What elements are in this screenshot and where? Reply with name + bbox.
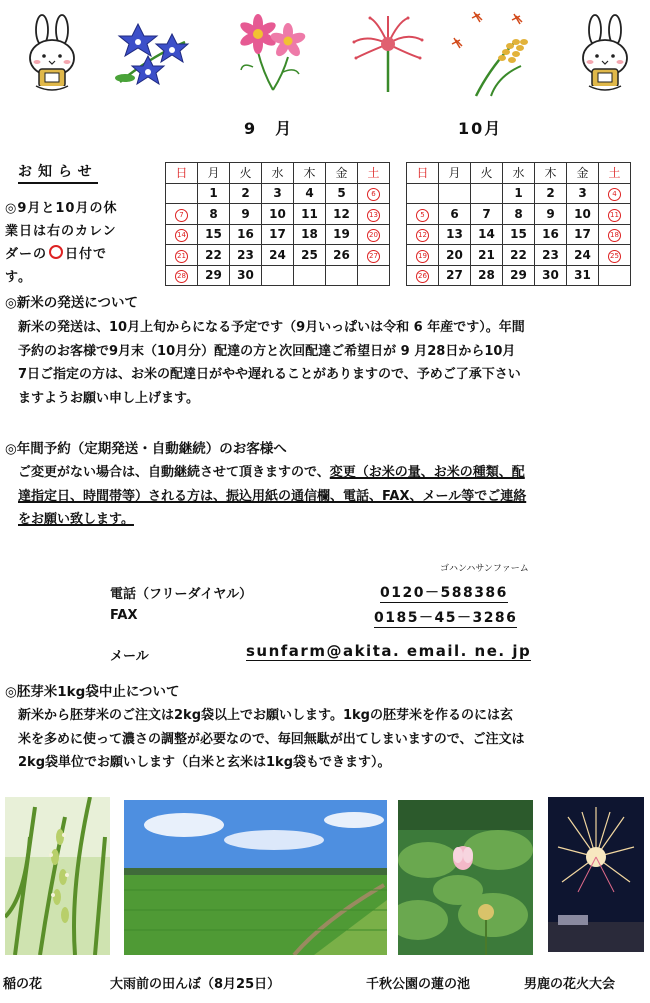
month-label-september: 9 月 <box>244 119 294 138</box>
caption-fireworks: 男鹿の花火大会 <box>524 977 616 992</box>
paragraph-line: 新米の発送は、10月上旬からになる予定です（9月いっぱいは令和 6 年産です）。年間 <box>18 320 525 335</box>
weekday-header: 木 <box>535 163 567 184</box>
date-cell: 17 <box>567 224 599 245</box>
date-cell: 3 <box>262 183 294 204</box>
mail-label: メール <box>110 649 149 664</box>
date-cell: 30 <box>535 265 567 286</box>
holiday-date-cell <box>166 204 198 225</box>
date-cell: 14 <box>471 224 503 245</box>
bellflower-icon <box>110 22 200 92</box>
date-cell <box>358 265 390 286</box>
date-cell: 8 <box>198 204 230 225</box>
section-heading-annual-reservation: ◎年間予約（定期発送・自動継続）のお客様へ <box>5 441 287 457</box>
paragraph-line: 新米から胚芽米のご注文は2kg袋以上でお願いします。1kgの胚芽米を作るのには玄 <box>18 708 513 723</box>
rice-flower-photo <box>5 797 110 955</box>
holiday-date-cell <box>166 245 198 266</box>
company-name: ゴハンハサンファーム <box>440 564 529 574</box>
holiday-date-cell <box>358 204 390 225</box>
fireworks-photo <box>548 797 644 952</box>
paragraph-line: 達指定日、時間帯等）される方は、振込用紙の通信欄、電話、FAX、メール等でご連絡 <box>18 488 527 504</box>
paragraph-line: ますようお願い申し上げます。 <box>18 390 199 406</box>
caption-lotus-pond: 千秋公園の蓮の池 <box>366 977 471 992</box>
holiday-marker: 13 <box>367 209 380 222</box>
date-cell: 1 <box>503 183 535 204</box>
holiday-date-cell <box>407 245 439 266</box>
fax-label: FAX <box>110 608 138 623</box>
holiday-date-cell <box>407 204 439 225</box>
section-heading-germ-rice: ◎胚芽米1kg袋中止について <box>5 684 180 700</box>
calendar-september <box>165 162 390 286</box>
date-cell: 10 <box>262 204 294 225</box>
weekday-header: 水 <box>503 163 535 184</box>
weekday-header: 火 <box>471 163 503 184</box>
date-cell: 27 <box>439 265 471 286</box>
weekday-header: 土 <box>599 163 631 184</box>
bunny-icon <box>575 14 635 94</box>
weekday-header: 土 <box>358 163 390 184</box>
caption-rice-field: 大雨前の田んぼ（8月25日） <box>110 977 281 992</box>
holiday-marker: 26 <box>416 270 429 283</box>
phone-number[interactable]: 0120－588386 <box>380 582 508 603</box>
calendar-october <box>406 162 631 286</box>
date-cell: 25 <box>294 245 326 266</box>
holiday-date-cell <box>599 183 631 204</box>
spider-lily-icon <box>348 14 428 94</box>
holiday-marker: 19 <box>416 250 429 263</box>
section-heading-new-rice: ◎新米の発送について <box>5 295 139 311</box>
holiday-marker: 6 <box>367 188 380 201</box>
date-cell <box>166 183 198 204</box>
date-cell <box>262 265 294 286</box>
holiday-note-line: 業日は右のカレン <box>5 224 117 239</box>
bunny-icon <box>22 14 82 94</box>
date-cell <box>294 265 326 286</box>
holiday-marker: 4 <box>608 188 621 201</box>
holiday-date-cell <box>358 183 390 204</box>
weekday-header: 火 <box>230 163 262 184</box>
date-cell: 20 <box>439 245 471 266</box>
date-cell: 13 <box>439 224 471 245</box>
date-cell: 7 <box>471 204 503 225</box>
date-cell: 11 <box>294 204 326 225</box>
date-cell: 2 <box>230 183 262 204</box>
date-cell: 17 <box>262 224 294 245</box>
holiday-date-cell <box>599 204 631 225</box>
rice-field-photo <box>124 800 387 955</box>
notice-title: お知らせ <box>18 161 98 184</box>
holiday-marker: 27 <box>367 250 380 263</box>
caption-rice-flower: 稲の花 <box>3 977 43 992</box>
holiday-date-cell <box>407 265 439 286</box>
date-cell: 16 <box>535 224 567 245</box>
date-cell: 18 <box>294 224 326 245</box>
date-cell: 22 <box>503 245 535 266</box>
weekday-header: 金 <box>567 163 599 184</box>
mail-address[interactable]: sunfarm@akita. email. ne. jp <box>246 642 532 660</box>
paragraph-line: ご変更がない場合は、自動継続させて頂きますので、変更（お米の量、お米の種類、配 <box>18 465 525 480</box>
holiday-marker: 7 <box>175 209 188 222</box>
date-cell: 29 <box>503 265 535 286</box>
date-cell: 10 <box>567 204 599 225</box>
date-cell: 29 <box>198 265 230 286</box>
holiday-marker: 12 <box>416 229 429 242</box>
paragraph-line: 7日ご指定の方は、お米の配達日がやや遅れることがありますので、予めご了承下さい <box>18 367 521 382</box>
holiday-note <box>5 197 153 289</box>
holiday-date-cell <box>599 224 631 245</box>
fax-number: 0185－45－3286 <box>374 607 517 628</box>
cosmos-icon <box>233 12 313 92</box>
holiday-date-cell <box>166 265 198 286</box>
date-cell: 9 <box>230 204 262 225</box>
holiday-marker: 20 <box>367 229 380 242</box>
section-body-annual-reservation <box>18 461 648 532</box>
date-cell <box>326 265 358 286</box>
date-cell: 21 <box>471 245 503 266</box>
date-cell: 1 <box>198 183 230 204</box>
date-cell: 6 <box>439 204 471 225</box>
date-cell: 15 <box>198 224 230 245</box>
rice-dragonfly-icon <box>446 6 546 98</box>
weekday-header: 日 <box>166 163 198 184</box>
date-cell: 26 <box>326 245 358 266</box>
holiday-marker: 11 <box>608 209 621 222</box>
weekday-header: 木 <box>294 163 326 184</box>
section-body-germ-rice <box>18 704 648 775</box>
date-cell: 22 <box>198 245 230 266</box>
date-cell: 5 <box>326 183 358 204</box>
date-cell: 24 <box>567 245 599 266</box>
date-cell <box>439 183 471 204</box>
date-cell: 23 <box>230 245 262 266</box>
date-cell: 3 <box>567 183 599 204</box>
lotus-pond-photo <box>398 800 533 955</box>
holiday-date-cell <box>407 224 439 245</box>
holiday-note-line: す。 <box>5 270 32 285</box>
date-cell <box>471 183 503 204</box>
red-circle-icon <box>49 245 63 259</box>
date-cell: 23 <box>535 245 567 266</box>
date-cell <box>599 265 631 286</box>
weekday-header: 月 <box>439 163 471 184</box>
holiday-date-cell <box>166 224 198 245</box>
holiday-marker: 18 <box>608 229 621 242</box>
date-cell: 24 <box>262 245 294 266</box>
date-cell: 19 <box>326 224 358 245</box>
date-cell <box>407 183 439 204</box>
paragraph-line: 予約のお客様で9月末（10月分）配達の方と次回配達ご希望日が 9 月28日から10月 <box>18 343 516 359</box>
paragraph-line: 米を多めに使って濃さの調整が必要なので、毎回無駄が出てしまいますので、ご注文は <box>18 731 525 747</box>
date-cell: 28 <box>471 265 503 286</box>
holiday-marker: 5 <box>416 209 429 222</box>
holiday-marker: 25 <box>608 250 621 263</box>
date-cell: 2 <box>535 183 567 204</box>
weekday-header: 金 <box>326 163 358 184</box>
date-cell: 9 <box>535 204 567 225</box>
section-body-new-rice <box>18 316 648 410</box>
holiday-marker: 14 <box>175 229 188 242</box>
date-cell: 31 <box>567 265 599 286</box>
holiday-marker: 28 <box>175 270 188 283</box>
paragraph-line: をお願い致します。 <box>18 512 134 527</box>
date-cell: 30 <box>230 265 262 286</box>
weekday-header: 水 <box>262 163 294 184</box>
date-cell: 4 <box>294 183 326 204</box>
holiday-date-cell <box>358 224 390 245</box>
holiday-date-cell <box>358 245 390 266</box>
date-cell: 15 <box>503 224 535 245</box>
weekday-header: 日 <box>407 163 439 184</box>
date-cell: 16 <box>230 224 262 245</box>
month-label-october: 10月 <box>458 119 503 138</box>
holiday-note-line: ◎9月と10月の休 <box>5 201 118 216</box>
phone-label: 電話（フリーダイヤル） <box>110 587 253 602</box>
date-cell: 12 <box>326 204 358 225</box>
weekday-header: 月 <box>198 163 230 184</box>
holiday-marker: 21 <box>175 250 188 263</box>
holiday-date-cell <box>599 245 631 266</box>
holiday-note-line: ダーの 日付で <box>5 247 108 262</box>
date-cell: 8 <box>503 204 535 225</box>
paragraph-line: 2kg袋単位でお願いします（白米と玄米は1kg袋もできます）。 <box>18 755 391 770</box>
